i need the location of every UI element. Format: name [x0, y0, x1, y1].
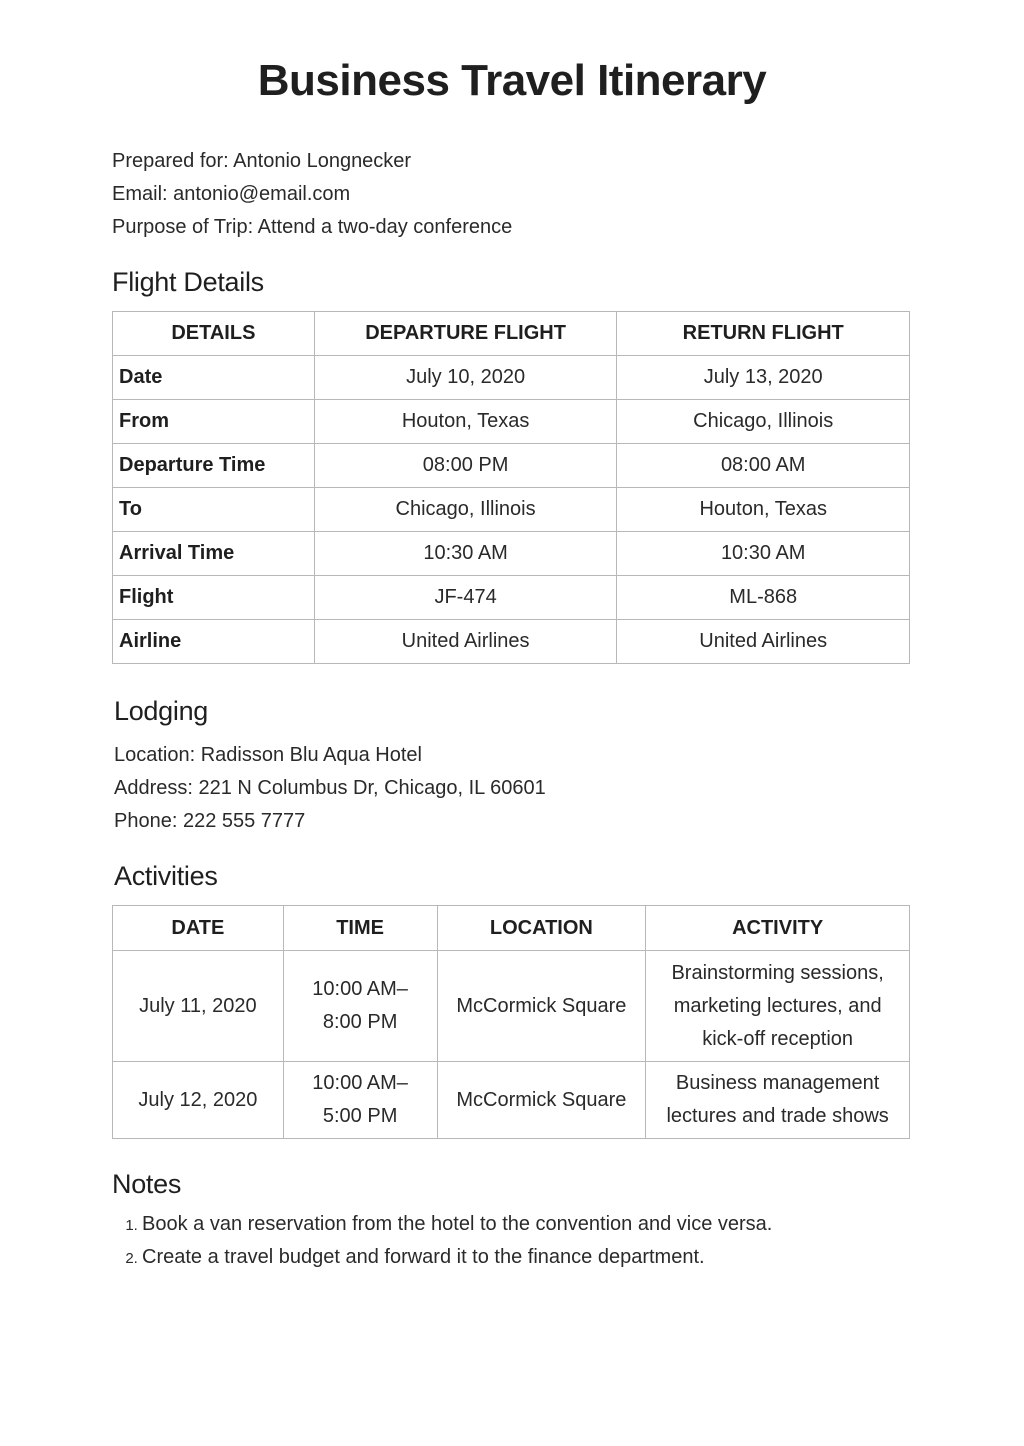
- table-row: [113, 356, 910, 400]
- flight-details-table: [112, 311, 910, 664]
- notes-list: [112, 1208, 902, 1274]
- column-header: ACTIVITY: [646, 906, 910, 951]
- time-start: 10:00 AM–: [312, 1072, 408, 1094]
- departure-value: JF-474: [314, 576, 617, 620]
- activity-date: July 11, 2020: [113, 951, 284, 1062]
- table-row: [113, 532, 910, 576]
- lodging-phone: Phone: 222 555 7777: [114, 810, 306, 832]
- time-start: 10:00 AM–: [312, 978, 408, 1000]
- lodging-info: [114, 739, 546, 838]
- trip-purpose: Purpose of Trip: Attend a two-day conference: [112, 216, 513, 238]
- table-row: [113, 951, 910, 1062]
- column-header: LOCATION: [437, 906, 646, 951]
- departure-value: 10:30 AM: [314, 532, 617, 576]
- return-value: July 13, 2020: [617, 356, 910, 400]
- time-end: 8:00 PM: [322, 1011, 398, 1033]
- departure-value: United Airlines: [314, 620, 617, 664]
- return-value: Chicago, Illinois: [617, 400, 910, 444]
- list-item: 2. Create a travel budget and forward it to the finance department.: [142, 1241, 902, 1274]
- row-label: Date: [113, 356, 315, 400]
- activities-table: [112, 905, 910, 1139]
- activity-line: kick-off reception: [702, 1027, 854, 1050]
- notes-heading: Notes: [112, 1169, 182, 1199]
- column-header: DATE: [113, 906, 284, 951]
- departure-value: July 10, 2020: [314, 356, 617, 400]
- activity-description: [646, 951, 910, 1062]
- list-item: 1. Book a van reservation from the hotel to the convention and vice versa.: [142, 1208, 902, 1241]
- column-header: DETAILS: [113, 312, 315, 356]
- return-value: United Airlines: [617, 620, 910, 664]
- activity-line: lectures and trade shows: [666, 1105, 889, 1127]
- table-row: [113, 444, 910, 488]
- lodging-heading: Lodging: [114, 696, 208, 726]
- activity-line: Brainstorming sessions,: [671, 961, 884, 984]
- row-label: Departure Time: [113, 444, 315, 488]
- table-row: [113, 400, 910, 444]
- activity-time: [283, 951, 437, 1062]
- table-row: [113, 576, 910, 620]
- activity-line: marketing lectures, and: [673, 994, 882, 1017]
- prepared-for: Prepared for: Antonio Longnecker: [112, 150, 412, 172]
- activity-line: Business management: [675, 1072, 880, 1094]
- departure-value: Chicago, Illinois: [314, 488, 617, 532]
- column-header: DEPARTURE FLIGHT: [314, 312, 617, 356]
- email: Email: antonio@email.com: [112, 183, 351, 205]
- table-header-row: [113, 312, 910, 356]
- departure-value: 08:00 PM: [314, 444, 617, 488]
- table-header-row: [113, 906, 910, 951]
- return-value: ML-868: [617, 576, 910, 620]
- return-value: Houton, Texas: [617, 488, 910, 532]
- lodging-address: Address: 221 N Columbus Dr, Chicago, IL 60601: [114, 777, 546, 799]
- activities-heading: Activities: [114, 861, 218, 891]
- table-row: [113, 620, 910, 664]
- return-value: 08:00 AM: [617, 444, 910, 488]
- table-row: [113, 488, 910, 532]
- time-end: 5:00 PM: [322, 1105, 398, 1127]
- lodging-location: Location: Radisson Blu Aqua Hotel: [114, 744, 422, 766]
- row-label: Flight: [113, 576, 315, 620]
- row-label: Arrival Time: [113, 532, 315, 576]
- column-header: TIME: [283, 906, 437, 951]
- row-label: From: [113, 400, 315, 444]
- row-label: To: [113, 488, 315, 532]
- activity-location: McCormick Square: [437, 1062, 646, 1139]
- row-label: Airline: [113, 620, 315, 664]
- table-row: [113, 1062, 910, 1139]
- activity-location: McCormick Square: [437, 951, 646, 1062]
- page-title: Business Travel Itinerary: [257, 56, 767, 105]
- departure-value: Houton, Texas: [314, 400, 617, 444]
- activity-time: [283, 1062, 437, 1139]
- traveler-info: [112, 145, 512, 244]
- flight-details-heading: Flight Details: [112, 267, 264, 297]
- column-header: RETURN FLIGHT: [617, 312, 910, 356]
- activity-description: [646, 1062, 910, 1139]
- return-value: 10:30 AM: [617, 532, 910, 576]
- activity-date: July 12, 2020: [113, 1062, 284, 1139]
